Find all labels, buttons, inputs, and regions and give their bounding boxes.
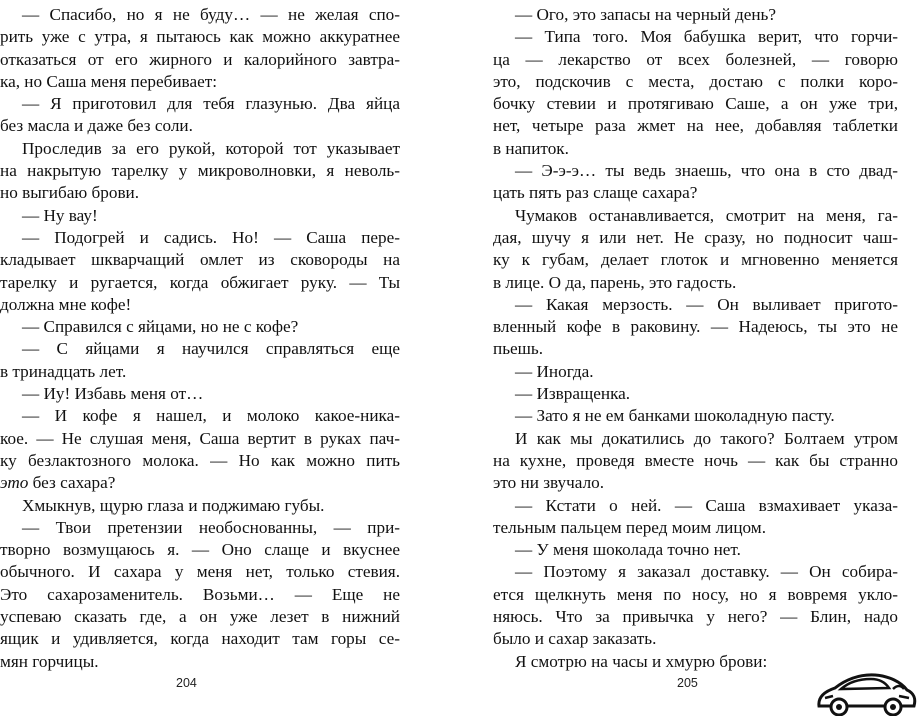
text-line: — Иногда. — [515, 361, 594, 381]
text-line: нет, четыре раза жмет на нее, добавляя таблетки — [493, 116, 898, 136]
text-line: в тринадцать лет. — [0, 361, 127, 381]
text-line: — Извращенка. — [515, 384, 631, 404]
text-line: ку к губам, делает глоток и мгновенно меняется — [493, 250, 898, 270]
text-line: рить уже с утра, я пытаюсь как можно аккуратнее — [0, 27, 400, 47]
text-line: — Справился с яйцами, но не с кофе? — [22, 317, 299, 337]
text-line: ящик и удивляется, когда находит там горы се- — [0, 629, 400, 649]
text-line: ку безлактозного молока. — Но как можно пить — [0, 450, 400, 470]
text-line — [0, 472, 400, 494]
text-line: пьешь. — [493, 339, 544, 359]
text-line: ка, но Саша меня перебивает: — [0, 71, 217, 91]
text-line: тарелку и ругается, когда обжигает руку. — Ты — [0, 272, 400, 292]
italic-word: это — [0, 473, 29, 493]
text-line: Чумаков останавливается, смотрит на меня, га- — [515, 205, 898, 225]
text-line: — Твои претензии необоснованны, — при- — [22, 517, 400, 537]
text-line: — Типа того. Моя бабушка верит, что горчи- — [515, 27, 898, 47]
text-line: — У меня шоколада точно нет. — [515, 540, 741, 560]
car-logo-icon — [815, 668, 917, 716]
right-page-number: 205 — [677, 676, 698, 690]
text-line: в напиток. — [493, 138, 569, 158]
left-page-number: 204 — [176, 676, 197, 690]
text-line: няюсь. Что за привычка у него? — Блин, надо — [493, 607, 898, 627]
text-line: на кухне, проведя вместе ночь — как бы странно — [493, 450, 898, 470]
text-line: мян горчицы. — [0, 651, 99, 671]
text-line: Это сахарозаменитель. Возьми… — Еще не — [0, 584, 400, 604]
text-line: — С яйцами я научился справляться еще — [22, 339, 400, 359]
text-line: — Кстати о ней. — Саша взмахивает указа- — [515, 495, 898, 515]
text-line: ца — лекарство от всех болезней, — говорю — [493, 49, 898, 69]
text-line: — Ого, это запасы на черный день? — [515, 5, 777, 24]
left-page — [0, 4, 400, 673]
text-line: Проследив за его рукой, которой тот указывает — [22, 138, 400, 158]
text-line: — И кофе я нашел, и молоко какое-ника- — [22, 406, 400, 426]
text-line: ется щелкнуть меня по носу, но я вовремя укло- — [493, 584, 898, 604]
text-line: в лице. О да, парень, это гадость. — [493, 272, 737, 292]
text-line: обычного. И сахара у меня нет, только стевия. — [0, 562, 400, 582]
text-line: — Ну вау! — [22, 205, 98, 225]
text-line: — Спасибо, но я не буду… — не желая спо- — [22, 5, 400, 24]
text-line: Хмыкнув, щурю глаза и поджимаю губы. — [22, 495, 325, 515]
text-line: — Э-э-э… ты ведь знаешь, что она в сто двад- — [515, 161, 898, 181]
text-line: бочку стевии и протягиваю Саше, а он уже три, — [493, 94, 898, 114]
text-line: это ни звучало. — [493, 473, 605, 493]
right-page — [493, 4, 898, 673]
text-line: это, подскочив с места, достаю с полки коро- — [493, 71, 898, 91]
text-line: должна мне кофе! — [0, 294, 132, 314]
text-line: цать пять раз слаще сахара? — [493, 183, 698, 203]
text-line: кое. — Не слушая меня, Саша вертит в руках пач- — [0, 428, 400, 448]
text-line: без масла и даже без соли. — [0, 116, 193, 136]
text-line: кладывает шкварчащий омлет из сковороды на — [0, 250, 400, 270]
text-line: отказаться от его жирного и калорийного завтра- — [0, 49, 400, 69]
text-line: — Я приготовил для тебя глазунью. Два яйца — [22, 94, 400, 114]
text-line: вленный кофе в раковину. — Надеюсь, ты это не — [493, 317, 898, 337]
text-line: — Подогрей и садись. Но! — Саша пере- — [22, 227, 400, 247]
text-line: было и сахар заказать. — [493, 629, 657, 649]
text-line: творно возмущаюсь я. — Оно слаще и вкуснее — [0, 540, 400, 560]
text-line: на накрытую тарелку у микроволновки, я неволь- — [0, 161, 400, 181]
text-line: — Иу! Избавь меня от… — [22, 384, 204, 404]
text-line: — Поэтому я заказал доставку. — Он собира- — [515, 562, 898, 582]
text-line: дая, шучу я или нет. Не сразу, но подносит чаш- — [493, 227, 898, 247]
text-line: — Зато я не ем банками шоколадную пасту. — [515, 406, 835, 426]
text-line: — Какая мерзость. — Он выливает пригото- — [515, 294, 898, 314]
text-line: И как мы докатились до такого? Болтаем утром — [515, 428, 898, 448]
text-line: Я смотрю на часы и хмурю брови: — [515, 651, 768, 671]
text-line: успеваю сказать где, а он уже лезет в нижний — [0, 607, 400, 627]
text-line: тельным пальцем перед моим лицом. — [493, 517, 766, 537]
text-line: но выгибаю брови. — [0, 183, 140, 203]
line-text: без сахара? — [32, 473, 116, 493]
